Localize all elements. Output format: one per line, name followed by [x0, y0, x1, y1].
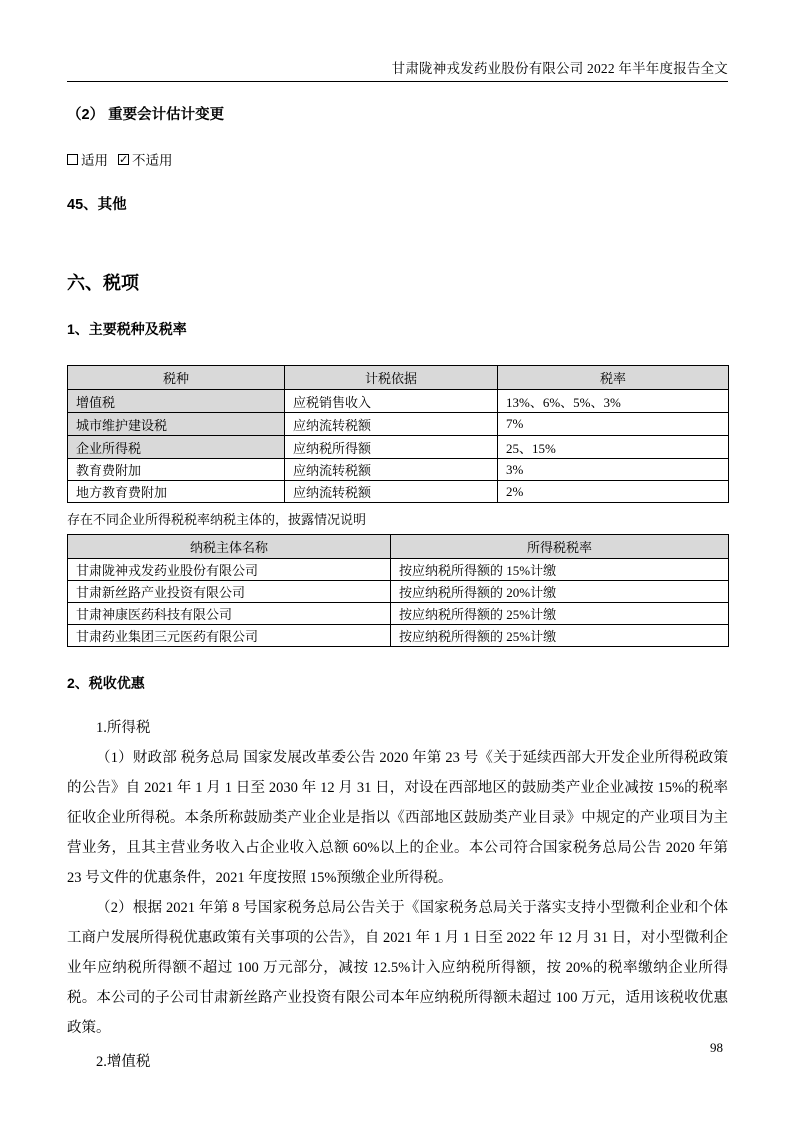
page-content	[67, 0, 728, 1077]
checkbox-option-unchecked	[67, 149, 108, 169]
table-header-row	[68, 535, 729, 559]
checked-checkbox-icon: ✓	[119, 152, 129, 166]
income-tax-label: 1.所得税	[96, 720, 151, 736]
different-rate-note: 存在不同企业所得税税率纳税主体的，披露情况说明	[67, 512, 367, 527]
applicability-checkboxes	[67, 149, 728, 169]
paragraph-western-development-policy: （1）财政部 税务总局 国家发展改革委公告 2020 年第 23 号《关于延续西部大开发企业所得税政策的公告》自 2021 年 1 月 1 日至 2030 年 12 月 31 日，对设在西部地区的鼓励类产业企业减按 15%的税率征收企业所得税。本条所称鼓励类产业企业是指以《西部地区鼓励类产业目录》中规定的产业项目为主营业务，且其主营业务收入占企业收入总额 60%以上的企业。本公司符合国家税务总局公告 2020 年第 23 号文件的优惠条件，2021 年度按照 15%预缴企业所得税。	[67, 750, 728, 886]
table-cell: 甘肃陇神戎发药业股份有限公司	[68, 559, 391, 581]
table-row	[68, 581, 729, 603]
table-cell: 城市维护建设税	[68, 413, 285, 436]
table-cell: 按应纳税所得额的 25%计缴	[391, 603, 729, 625]
table-header-row	[68, 366, 729, 390]
section-heading-45-other: 45、其他	[67, 197, 127, 213]
page-number: 98	[710, 1040, 723, 1055]
column-header: 纳税主体名称	[68, 535, 391, 559]
table-cell: 应纳流转税额	[285, 481, 498, 503]
table-cell: 甘肃新丝路产业投资有限公司	[68, 581, 391, 603]
table-row	[68, 436, 729, 459]
section-heading-6-taxes: 六、税项	[67, 273, 139, 293]
tax-rates-table	[67, 365, 729, 503]
table-cell: 地方教育费附加	[68, 481, 285, 503]
table-cell: 3%	[498, 459, 729, 481]
checkbox-label: 适用	[81, 153, 108, 168]
table-row	[68, 413, 729, 436]
table-cell: 13%、6%、5%、3%	[498, 390, 729, 413]
table-row	[68, 625, 729, 647]
empty-checkbox-icon	[67, 154, 78, 165]
table-cell: 25、15%	[498, 436, 729, 459]
table-row	[68, 459, 729, 481]
table-row	[68, 559, 729, 581]
table-cell: 应纳流转税额	[285, 459, 498, 481]
table-cell: 按应纳税所得额的 20%计缴	[391, 581, 729, 603]
running-header: 甘肃陇神戎发药业股份有限公司 2022 年半年度报告全文	[67, 0, 728, 82]
tax-entities-table	[67, 534, 729, 647]
table-cell: 2%	[498, 481, 729, 503]
table-cell: 按应纳税所得额的 25%计缴	[391, 625, 729, 647]
column-header: 计税依据	[285, 366, 498, 390]
section-heading-accounting-estimate-change: （2） 重要会计估计变更	[67, 107, 225, 123]
table-cell: 增值税	[68, 390, 285, 413]
table-cell: 甘肃药业集团三元医药有限公司	[68, 625, 391, 647]
column-header: 所得税税率	[391, 535, 729, 559]
table-row	[68, 603, 729, 625]
table-row	[68, 481, 729, 503]
table-cell: 应纳流转税额	[285, 413, 498, 436]
table-cell: 甘肃神康医药科技有限公司	[68, 603, 391, 625]
table-cell: 应纳税所得额	[285, 436, 498, 459]
paragraph-small-business-policy: （2）根据 2021 年第 8 号国家税务总局公告关于《国家税务总局关于落实支持小型微利企业和个体工商户发展所得税优惠政策有关事项的公告》，自 2021 年 1 月 1 日至 2022 年 12 月 31 日，对小型微利企业年应纳税所得额不超过 100 万元部分，减按 12.5%计入应纳税所得额，按 20%的税率缴纳企业所得税。本公司的子公司甘肃新丝路产业投资有限公司本年应纳税所得额未超过 100 万元，适用该税收优惠政策。	[67, 900, 728, 1036]
column-header: 税种	[68, 366, 285, 390]
table-cell: 教育费附加	[68, 459, 285, 481]
table-cell: 应税销售收入	[285, 390, 498, 413]
subsection-heading-main-taxes: 1、主要税种及税率	[67, 321, 187, 337]
checkbox-label: 不适用	[132, 153, 173, 168]
table-cell: 7%	[498, 413, 729, 436]
vat-label: 2.增值税	[96, 1054, 151, 1070]
subsection-heading-tax-preferences: 2、税收优惠	[67, 675, 145, 691]
table-cell: 按应纳税所得额的 15%计缴	[391, 559, 729, 581]
checkbox-option-checked	[118, 149, 173, 169]
column-header: 税率	[498, 366, 729, 390]
table-row	[68, 390, 729, 413]
table-cell: 企业所得税	[68, 436, 285, 459]
